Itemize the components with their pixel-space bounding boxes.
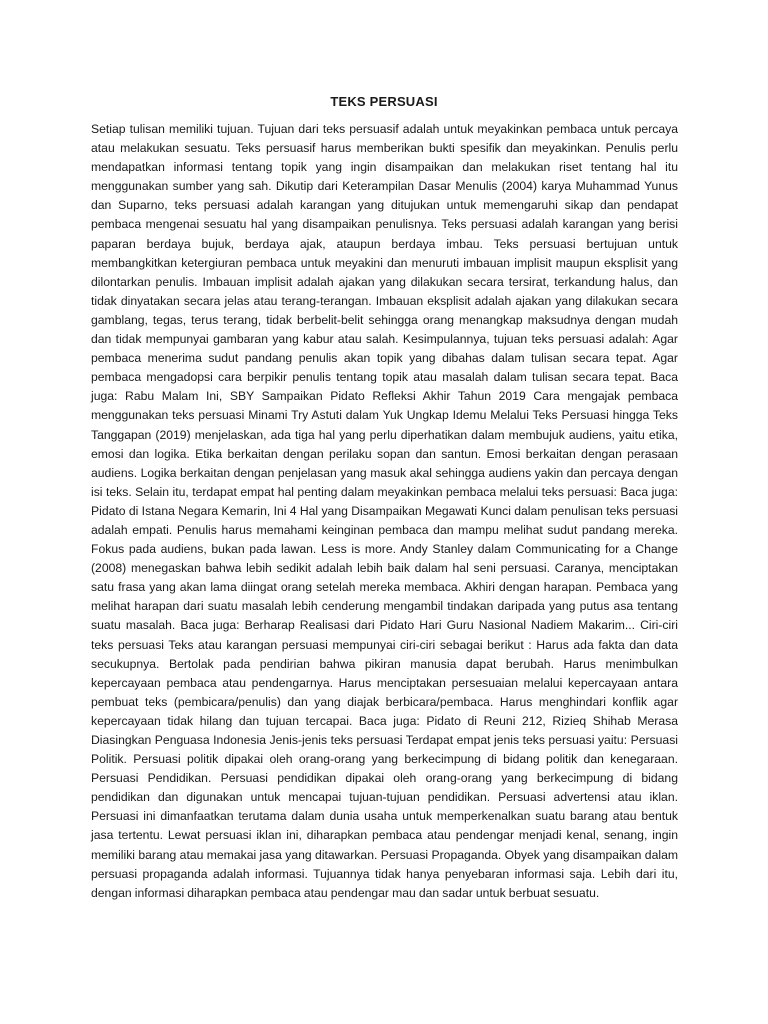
document-body-paragraph: Setiap tulisan memiliki tujuan. Tujuan dari teks persuasif adalah untuk meyakinkan pembaca untuk percaya atau melakukan sesuatu. Teks persuasif harus memberikan bukti spesifik dan meyakinkan. Penulis perlu mendapatkan informasi tentang topik yang ingin disampaikan dan melakukan riset tentang hal itu menggunakan sumber yang sah. Dikutip dari Keterampilan Dasar Menulis (2004) karya Muhammad Yunus dan Suparno, teks persuasi adalah karangan yang ditujukan untuk memengaruhi sikap dan pendapat pembaca mengenai sesuatu hal yang disampaikan penulisnya. Teks persuasi adalah karangan yang berisi paparan berdaya bujuk, berdaya ajak, ataupun berdaya imbau. Teks persuasi bertujuan untuk membangkitkan ketergiuran pembaca untuk meyakini dan menuruti imbauan implisit maupun eksplisit yang dilontarkan penulis. Imbauan implisit adalah ajakan yang dilakukan secara tersirat, terkandung halus, dan tidak dinyatakan secara jelas atau terang-terangan. Imbauan eksplisit adalah ajakan yang dilakukan secara gamblang, tegas, terus terang, tidak berbelit-belit sehingga orang menangkap maksudnya dengan mudah dan tidak mempunyai gambaran yang kabur atau salah. Kesimpulannya, tujuan teks persuasi adalah: Agar pembaca menerima sudut pandang penulis akan topik yang dibahas dalam tulisan secara tepat. Agar pembaca mengadopsi cara berpikir penulis tentang topik atau masalah dalam tulisan secara tepat. Baca juga: Rabu Malam Ini, SBY Sampaikan Pidato Refleksi Akhir Tahun 2019 Cara mengajak pembaca menggunakan teks persuasi Minami Try Astuti dalam Yuk Ungkap Idemu Melalui Teks Persuasi hingga Teks Tanggapan (2019) menjelaskan, ada tiga hal yang perlu diperhatikan dalam membujuk audiens, yaitu etika, emosi dan logika. Etika berkaitan dengan perilaku sopan dan santun. Emosi berkaitan dengan perasaan audiens. Logika berkaitan dengan penjelasan yang masuk akal sehingga audiens yakin dan percaya dengan isi teks. Selain itu, terdapat empat hal penting dalam meyakinkan pembaca melalui teks persuasi: Baca juga: Pidato di Istana Negara Kemarin, Ini 4 Hal yang Disampaikan Megawati Kunci dalam penulisan teks persuasi adalah empati. Penulis harus memahami keinginan pembaca dan mampu melihat sudut pandang mereka. Fokus pada audiens, bukan pada lawan. Less is more. Andy Stanley dalam Communicating for a Change (2008) menegaskan bahwa lebih sedikit adalah lebih baik dalam hal seni persuasi. Caranya, menciptakan satu frasa yang akan lama diingat orang setelah mereka membaca. Akhiri dengan harapan. Pembaca yang melihat harapan dari suatu masalah lebih cenderung mengambil tindakan daripada yang putus asa tentang suatu masalah. Baca juga: Berharap Realisasi dari Pidato Hari Guru Nasional Nadiem Makarim... Ciri-ciri teks persuasi Teks atau karangan persuasi mempunyai ciri-ciri sebagai berikut : Harus ada fakta dan data secukupnya. Bertolak pada pendirian bahwa pikiran manusia dapat berubah. Harus menimbulkan kepercayaan pembaca atau pendengarnya. Harus menciptakan persesuaian melalui kepercayaan antara pembuat teks (pembicara/penulis) dan yang diajak berbicara/pembaca. Harus menghindari konflik agar kepercayaan tidak hilang dan tujuan tercapai. Baca juga: Pidato di Reuni 212, Rizieq Shihab Merasa Diasingkan Penguasa Indonesia Jenis-jenis teks persuasi Terdapat empat jenis teks persuasi yaitu: Persuasi Politik. Persuasi politik dipakai oleh orang-orang yang berkecimpung di bidang politik dan kenegaraan. Persuasi Pendidikan. Persuasi pendidikan dipakai oleh orang-orang yang berkecimpung di bidang pendidikan dan digunakan untuk mencapai tujuan-tujuan pendidikan. Persuasi advertensi atau iklan. Persuasi ini dimanfaatkan terutama dalam dunia usaha untuk memperkenalkan suatu barang atau bentuk jasa tertentu. Lewat persuasi iklan ini, diharapkan pembaca atau pendengar menjadi kenal, senang, ingin memiliki barang atau memakai jasa yang ditawarkan. Persuasi Propaganda. Obyek yang disampaikan dalam persuasi propaganda adalah informasi. Tujuannya tidak hanya penyebaran informasi saja. Lebih dari itu, dengan informasi diharapkan pembaca atau pendengar mau dan sadar untuk berbuat sesuatu. xyxy=(91,122,678,900)
document-title: TEKS PERSUASI xyxy=(330,94,438,109)
